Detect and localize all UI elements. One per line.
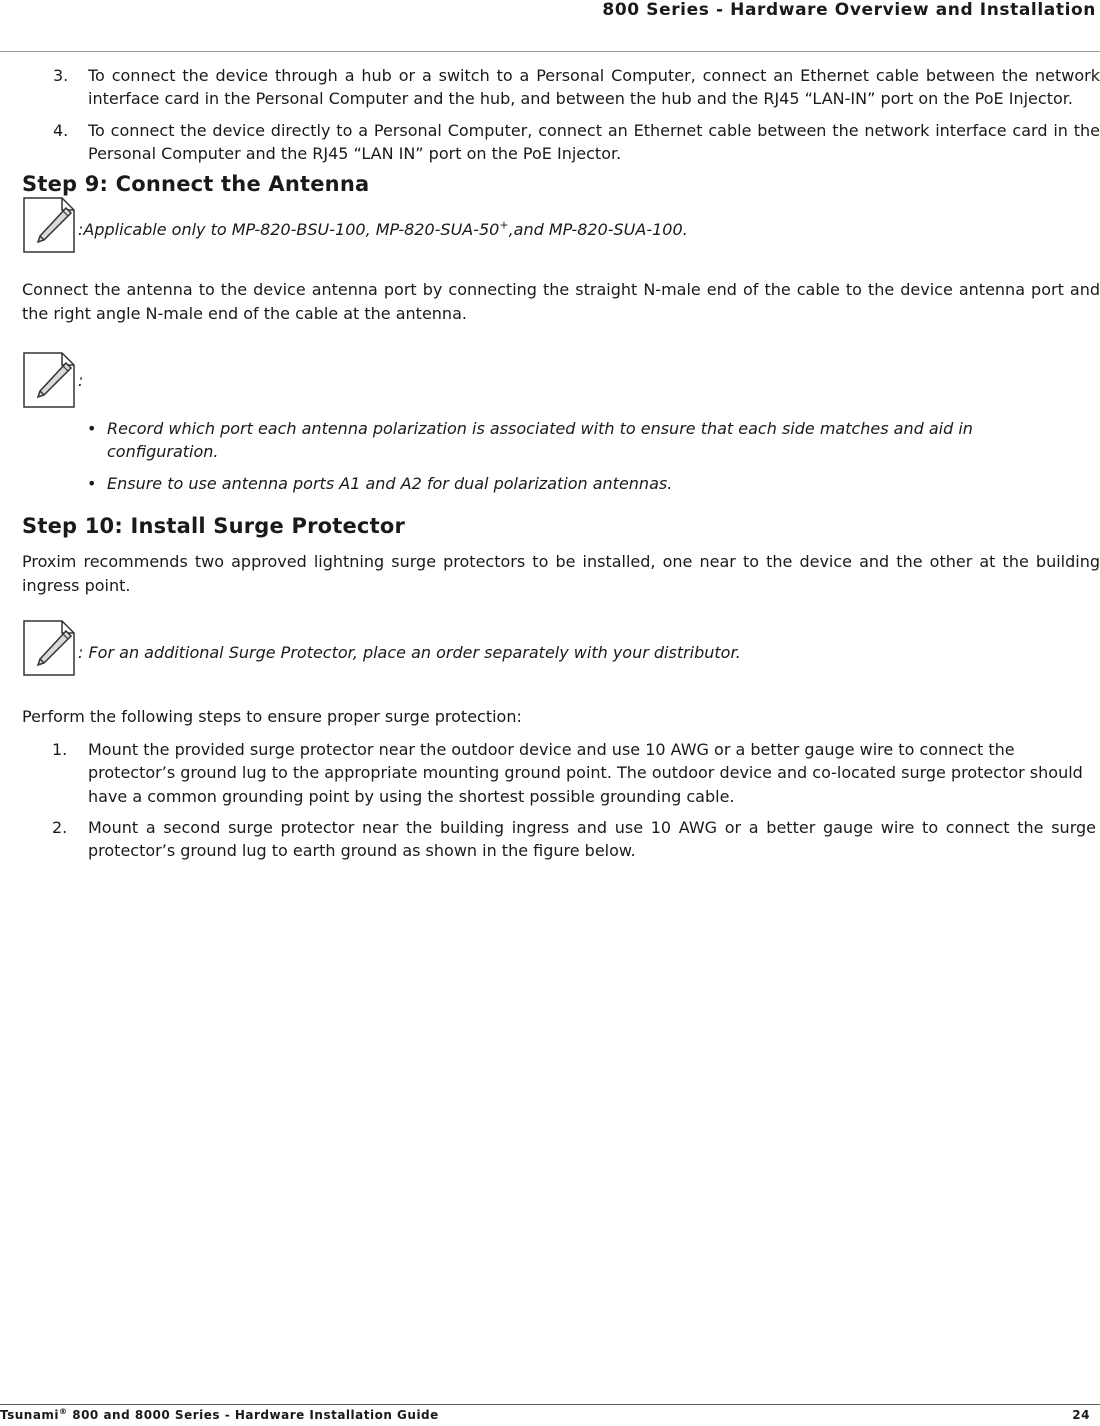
step10-paragraph: Proxim recommends two approved lightning surge protectors to be installed, one near to the device and the other at the building ingress point. xyxy=(22,552,1100,595)
note-superscript: + xyxy=(499,219,509,233)
list-item xyxy=(22,472,1100,495)
step9-note-polarization xyxy=(22,349,1100,409)
footer-title-text: 800 and 8000 Series - Hardware Installation Guide xyxy=(67,1408,439,1422)
bullet-marker: • xyxy=(87,473,97,493)
step10-intro: Perform the following steps to ensure proper surge protection: xyxy=(22,706,522,726)
list-item xyxy=(22,64,1100,111)
step10-note-surge xyxy=(22,617,1100,677)
header-rule xyxy=(0,51,1100,52)
list-item-text: Mount the provided surge protector near the outdoor device and use 10 AWG or a better gauge wire to connect the protector’s ground lug to the appropriate mounting ground point. The outdoor device and co-located surge protector should have a common grounding point by using the shortest possible grounding cable. xyxy=(88,740,1083,806)
bullet-marker: • xyxy=(87,419,97,439)
running-header: 800 Series - Hardware Overview and Installation xyxy=(602,0,1096,20)
page-content xyxy=(22,64,1100,871)
note-text-main: :Applicable only to MP-820-BSU-100, MP-820-SUA-50 xyxy=(78,220,500,240)
step9-heading: Step 9: Connect the Antenna xyxy=(22,172,370,197)
page-number: 24 xyxy=(1072,1408,1090,1422)
note-pencil-icon xyxy=(22,351,78,409)
note-bullet-list xyxy=(22,417,1100,495)
note-pencil-icon xyxy=(22,619,78,677)
bullet-text: Record which port each antenna polarization is associated with to ensure that each side matches and aid in configuration. xyxy=(107,419,973,462)
continued-list xyxy=(22,64,1100,165)
note-text xyxy=(78,220,688,254)
bullet-text: Ensure to use antenna ports A1 and A2 for dual polarization antennas. xyxy=(107,473,673,493)
list-item xyxy=(22,738,1100,808)
list-item-text: To connect the device directly to a Personal Computer, connect an Ethernet cable between the network interface card in the Personal Computer and the RJ45 “LAN IN” port on the PoE Injector. xyxy=(88,120,1100,163)
list-item-number: 3. xyxy=(53,66,69,85)
list-item-number: 1. xyxy=(52,740,68,760)
footer-brand: Tsunami xyxy=(0,1408,60,1422)
footer-rule xyxy=(0,1404,1100,1405)
note-text-suffix: ,and MP-820-SUA-100. xyxy=(508,220,688,240)
list-item-number: 4. xyxy=(53,120,69,140)
list-item xyxy=(22,816,1100,863)
footer-brand-mark: ® xyxy=(59,1407,68,1416)
list-item-text: To connect the device through a hub or a switch to a Personal Computer, connect an Ethernet cable between the network interface card in the Personal Computer and the hub, and between the hub and the RJ45 “LAN-IN” port on the PoE Injector. xyxy=(88,66,1100,109)
list-item xyxy=(22,417,1100,464)
note-pencil-icon xyxy=(22,196,78,254)
surge-steps-list xyxy=(22,738,1100,862)
list-item-number: 2. xyxy=(52,818,68,838)
list-item-text: Mount a second surge protector near the building ingress and use 10 AWG or a better gauge wire to connect the surge protector’s ground lug to earth ground as shown in the figure below. xyxy=(88,818,1096,861)
step10-heading: Step 10: Install Surge Protector xyxy=(22,513,406,538)
footer-guide-title xyxy=(0,1408,439,1422)
note-text: : xyxy=(78,371,84,391)
step9-note-applicable xyxy=(22,194,1100,254)
step9-paragraph: Connect the antenna to the device antenna port by connecting the straight N-male end of the cable to the device antenna port and the right angle N-male end of the cable at the antenna. xyxy=(22,280,1100,323)
list-item xyxy=(22,119,1100,166)
note-text: : For an additional Surge Protector, place an order separately with your distributor. xyxy=(78,642,741,662)
